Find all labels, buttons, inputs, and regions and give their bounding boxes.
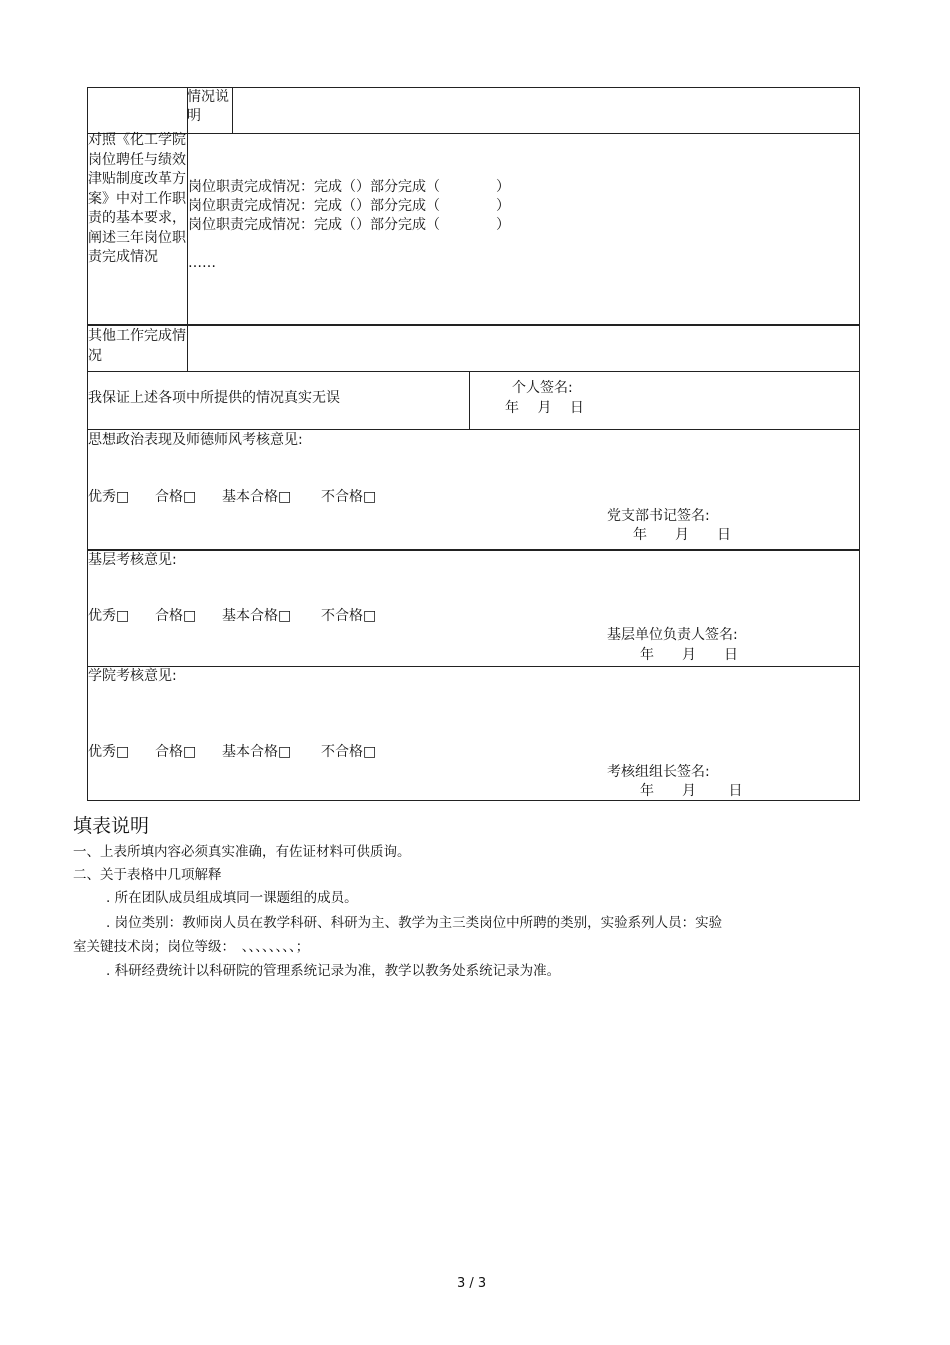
duty-line: 岗位职责完成情况：完成（）部分完成（ ） — [188, 179, 510, 195]
duty-section-label: 对照《化工学院岗位聘任与绩效津贴制度改革方案》中对工作职责的基本要求，阐述三年岗位职责完成情况 — [88, 132, 186, 265]
instruction-item: 一、上表所填内容必须真实准确，有佐证材料可供质询。 — [73, 844, 411, 860]
signer-date: 年 月 日 — [633, 527, 731, 543]
review-title: 思想政治表现及师德师风考核意见: — [88, 432, 303, 448]
signer-label: 基层单位负责人签名: — [607, 627, 738, 643]
option-excellent: 优秀□ — [88, 744, 130, 760]
page-number: 3 / 3 — [457, 1276, 487, 1291]
option-basically-qualified: 基本合格□ — [222, 744, 292, 760]
option-basically-qualified: 基本合格□ — [222, 489, 292, 505]
signer-label: 党支部书记签名: — [607, 508, 710, 524]
personal-signature-label: 个人签名: — [512, 380, 573, 396]
instruction-item: 二、关于表格中几项解释 — [73, 867, 222, 883]
review-title: 学院考核意见: — [88, 668, 177, 684]
signer-date: 年 月 日 — [640, 647, 738, 663]
table-divider — [469, 371, 470, 429]
option-qualified: 合格□ — [155, 489, 197, 505]
table-divider — [87, 429, 860, 430]
guarantee-statement: 我保证上述各项中所提供的情况真实无误 — [88, 390, 340, 406]
instruction-subitem: . 科研经费统计以科研院的管理系统记录为准，教学以教务处系统记录为准。 — [106, 963, 561, 979]
instruction-subitem: . 所在团队成员组成填同一课题组的成员。 — [106, 890, 358, 906]
personal-signature-date: 年 月 日 — [505, 400, 584, 416]
other-work-label: 其他工作完成情况 — [88, 328, 186, 364]
table-divider — [232, 87, 233, 134]
duty-line: 岗位职责完成情况：完成（）部分完成（ ） — [188, 217, 510, 233]
signer-label: 考核组组长签名: — [607, 764, 710, 780]
duty-ellipsis: …… — [188, 255, 216, 271]
table-divider — [87, 133, 860, 134]
option-unqualified: 不合格□ — [321, 608, 377, 624]
option-basically-qualified: 基本合格□ — [222, 608, 292, 624]
option-excellent: 优秀□ — [88, 608, 130, 624]
option-qualified: 合格□ — [155, 744, 197, 760]
instructions-heading: 填表说明 — [73, 815, 150, 837]
situation-label: 情况说明 — [187, 89, 229, 124]
instruction-subitem-continued: 室关键技术岗；岗位等级： 、、、、、、、、； — [73, 939, 310, 955]
option-qualified: 合格□ — [155, 608, 197, 624]
table-divider — [87, 666, 860, 667]
signer-date: 年 月 日 — [640, 783, 743, 799]
option-unqualified: 不合格□ — [321, 489, 377, 505]
table-divider — [87, 549, 860, 551]
table-divider — [87, 324, 860, 326]
duty-line: 岗位职责完成情况：完成（）部分完成（ ） — [188, 198, 510, 214]
table-divider — [87, 371, 860, 372]
option-unqualified: 不合格□ — [321, 744, 377, 760]
review-title: 基层考核意见: — [88, 552, 177, 568]
instruction-subitem: . 岗位类别：教师岗人员在教学科研、科研为主、教学为主三类岗位中所聘的类别，实验系列人员：实验 — [106, 915, 723, 931]
option-excellent: 优秀□ — [88, 489, 130, 505]
table-divider — [187, 325, 188, 371]
